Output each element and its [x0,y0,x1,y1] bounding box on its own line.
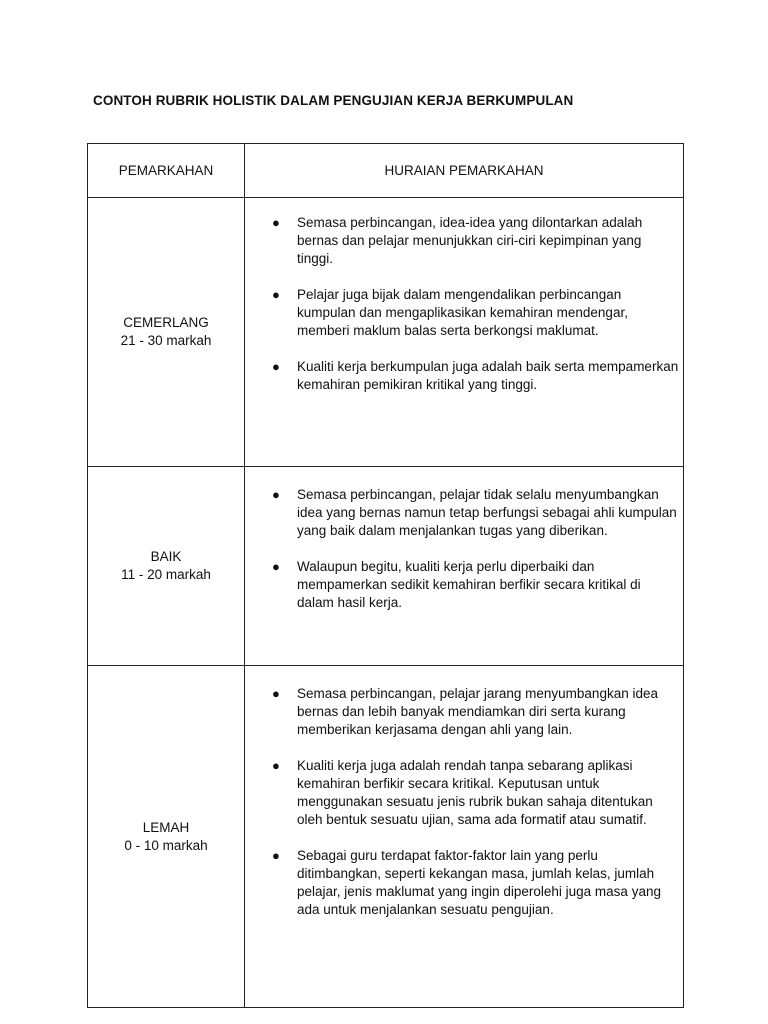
bullet-icon: ● [272,848,280,863]
bullet-icon: ● [272,215,280,230]
criteria-list [245,685,683,919]
description-cell [245,467,684,666]
bullet-icon: ● [272,359,280,374]
criteria-item [245,214,683,268]
criteria-text: Semasa perbincangan, pelajar tidak selalu menyumbangkan idea yang bernas namun tetap berfungsi sebagai ahli kumpulan yang baik dalam menjalankan tugas yang diberikan. [297,487,677,538]
description-cell [245,666,684,1008]
level-range: 0 - 10 markah [124,837,208,853]
criteria-text: Semasa perbincangan, idea-idea yang dilontarkan adalah bernas dan pelajar menunjukkan ciri-ciri kepimpinan yang tinggi. [297,215,643,266]
table-row-lemah [88,666,684,1008]
bullet-icon: ● [272,287,280,302]
header-pemarkahan: PEMARKAHAN [88,144,245,198]
level-cell [88,467,245,666]
criteria-list [245,486,683,612]
table-row-baik [88,467,684,666]
level-cell [88,198,245,467]
criteria-list [245,214,683,394]
criteria-item [245,358,683,394]
bullet-icon: ● [272,758,280,773]
criteria-item [245,685,683,739]
criteria-item [245,286,683,340]
criteria-item [245,757,683,829]
level-name: CEMERLANG [123,315,209,330]
level-range: 11 - 20 markah [121,567,211,582]
criteria-text: Pelajar juga bijak dalam mengendalikan perbincangan kumpulan dan mengaplikasikan kemahiran mendengar, memberi maklum balas serta berkongsi maklumat. [297,287,628,338]
criteria-item [245,558,683,612]
table-row-cemerlang [88,198,684,467]
bullet-icon: ● [272,686,280,701]
criteria-text: Walaupun begitu, kualiti kerja perlu diperbaiki dan mempamerkan sedikit kemahiran berfikir secara kritikal di dalam hasil kerja. [297,559,641,610]
level-name: BAIK [150,549,182,564]
criteria-item [245,847,683,919]
bullet-icon: ● [272,487,280,502]
bullet-icon: ● [272,559,280,574]
criteria-text: Sebagai guru terdapat faktor-faktor lain yang perlu ditimbangkan, seperti kekangan masa, jumlah kelas, jumlah pelajar, jenis maklumat yang ingin diperolehi juga masa yang ada untuk menjalankan sesuatu pengujian. [297,848,661,917]
rubric-table [87,143,684,1008]
criteria-text: Kualiti kerja juga adalah rendah tanpa sebarang aplikasi kemahiran berfikir secara kritikal. Keputusan untuk menggunakan sesuatu jenis rubrik bukan sahaja ditentukan oleh bentuk sesuatu ujian, sama ada formatif atau sumatif. [297,758,653,827]
table-header-row [88,144,684,198]
level-range: 21 - 30 markah [120,333,212,348]
level-cell [88,666,245,1008]
header-huraian-pemarkahan: HURAIAN PEMARKAHAN [245,144,684,198]
level-name: LEMAH [142,819,190,835]
description-cell [245,198,684,467]
criteria-text: Kualiti kerja berkumpulan juga adalah baik serta mempamerkan kemahiran pemikiran kritikal yang tinggi. [297,359,679,392]
criteria-item [245,486,683,540]
document-title: CONTOH RUBRIK HOLISTIK DALAM PENGUJIAN KERJA BERKUMPULAN [93,93,574,108]
criteria-text: Semasa perbincangan, pelajar jarang menyumbangkan idea bernas dan lebih banyak mendiamkan diri serta kurang memberikan kerjasama dengan ahli yang lain. [297,686,658,737]
